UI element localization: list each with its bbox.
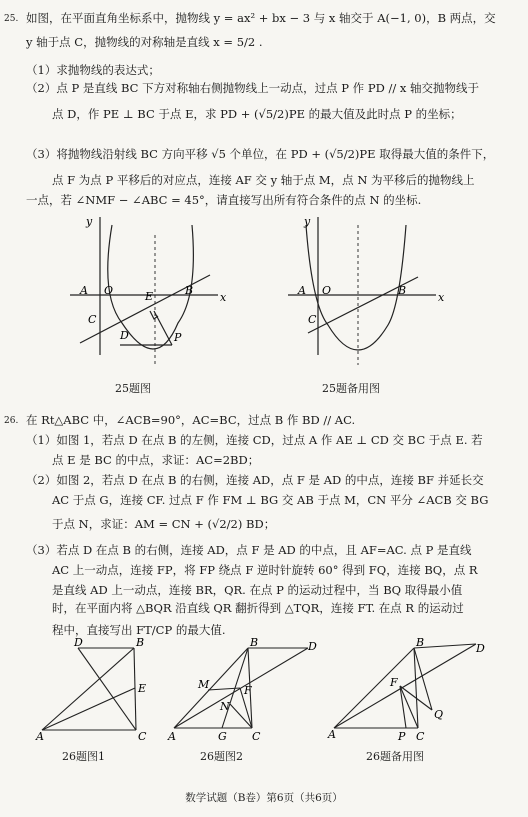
q26-figure-2-caption: 26题图2 [200, 750, 243, 763]
q26-line-6: 于点 N，求证：AM = CN + (√2/2) BD； [52, 517, 276, 531]
q25-figure [70, 215, 240, 375]
q26-line-3: 点 E 是 BC 的中点，求证：AC=2BD； [52, 453, 260, 467]
label-o: O [104, 284, 114, 297]
label-e: E [145, 290, 154, 303]
q25-backup-figure [288, 215, 458, 375]
q26-line-9: 是直线 AD 上一动点，连接 BR，QR. 在点 P 的运动过程中，当 BQ 取得最小值 [52, 583, 463, 597]
label-b: B [398, 284, 407, 297]
label-b: B [250, 636, 259, 649]
q25-number: 25. [4, 14, 19, 24]
q26-line-10: 时，在平面内将 △BQR 沿直线 QR 翻折得到 △TQR，连接 FT. 在点 R 的运动过 [52, 601, 464, 615]
q26-number: 26. [4, 416, 19, 426]
q25-line-2: y 轴于点 C，抛物线的对称轴是直线 x = 5/2 . [26, 35, 263, 49]
segment-pe [154, 311, 172, 345]
q25-line-4: （2）点 P 是直线 BC 下方对称轴右侧抛物线上一动点，过点 P 作 PD // x 轴交抛物线于 [26, 81, 479, 95]
label-d: D [74, 636, 83, 649]
segment-ab [42, 648, 134, 730]
q26-figure-2 [168, 636, 318, 743]
label-p: P [174, 331, 182, 344]
q25-line-7: 点 F 为点 P 平移后的对应点，连接 AF 交 y 轴于点 M，点 N 为平移后的抛物线上 [52, 173, 475, 187]
label-y: y [304, 215, 311, 228]
label-b: B [185, 284, 194, 297]
label-x: x [438, 291, 445, 304]
label-b: B [416, 636, 425, 649]
page-footer: 数学试题（B卷）第6页（共6页） [185, 792, 343, 804]
q25-line-5: 点 D，作 PE ⊥ BC 于点 E，求 PD + (√5/2)PE 的最大值及此时点 P 的坐标； [52, 107, 462, 121]
segment-cd [78, 648, 136, 730]
label-p: P [398, 730, 406, 743]
label-o: O [322, 284, 332, 297]
q26-line-11: 程中，直接写出 FT/CP 的最大值. [52, 623, 226, 637]
label-a: A [328, 728, 336, 741]
q26-backup-figure [328, 636, 488, 743]
label-y: y [86, 215, 93, 228]
label-a: A [168, 730, 176, 743]
segment-bc [134, 648, 136, 730]
q26-line-2: （1）如图 1，若点 D 在点 B 的左侧，连接 CD，过点 A 作 AE ⊥ CD 交 BC 于点 E. 若 [26, 433, 483, 447]
label-c: C [308, 313, 317, 326]
label-f: F [244, 684, 252, 697]
label-c: C [138, 730, 147, 743]
q26-line-4: （2）如图 2，若点 D 在点 B 的右侧，连接 AD，点 F 是 AD 的中点，连接 BF 并延长交 [26, 473, 484, 487]
label-q: Q [434, 708, 444, 721]
q25-line-1: 如图，在平面直角坐标系中，抛物线 y = ax² + bx − 3 与 x 轴交于 A(−1, 0)，B 两点，交 [26, 11, 496, 25]
label-c: C [416, 730, 425, 743]
q26-figure-1 [36, 636, 156, 743]
q26-line-8: AC 上一动点，连接 FP，将 FP 绕点 F 逆时针旋转 60° 得到 FQ，连接 BQ，点 R [52, 563, 478, 577]
q26-line-7: （3）若点 D 在点 B 的右侧，连接 AD，点 F 是 AD 的中点，且 AF=AC. 点 P 是直线 [26, 543, 472, 557]
label-b: B [136, 636, 145, 649]
label-a: A [36, 730, 44, 743]
q26-backup-figure-caption: 26题备用图 [366, 750, 424, 763]
label-g: G [218, 730, 227, 743]
label-e: E [138, 682, 147, 695]
label-x: x [220, 291, 227, 304]
q25-backup-figure-caption: 25题备用图 [322, 382, 380, 395]
label-d: D [120, 329, 129, 342]
label-n: N [220, 700, 230, 713]
label-d: D [476, 642, 485, 655]
label-d: D [308, 640, 317, 653]
label-f: F [390, 676, 398, 689]
q26-line-5: AC 于点 G，连接 CF. 过点 F 作 FM ⊥ BG 交 AB 于点 M，CN 平分 ∠ACB 交 BG [52, 493, 489, 507]
q25-line-6: （3）将抛物线沿射线 BC 方向平移 √5 个单位，在 PD + (√5/2)PE 取得最大值的条件下， [26, 147, 495, 161]
q26-figure-1-caption: 26题图1 [62, 750, 105, 763]
q26-line-1: 在 Rt△ABC 中，∠ACB=90°，AC=BC，过点 B 作 BD // AC. [26, 413, 356, 427]
q25-figure-caption: 25题图 [115, 382, 151, 395]
label-c: C [252, 730, 261, 743]
q25-line-8: 一点，若 ∠NMF − ∠ABC = 45°，请直接写出所有符合条件的点 N 的坐标. [26, 193, 422, 207]
label-c: C [88, 313, 97, 326]
parabola-curve [306, 225, 406, 350]
label-a: A [298, 284, 306, 297]
q25-line-3: （1）求抛物线的表达式； [26, 63, 160, 77]
label-a: A [80, 284, 88, 297]
label-m: M [198, 678, 210, 691]
